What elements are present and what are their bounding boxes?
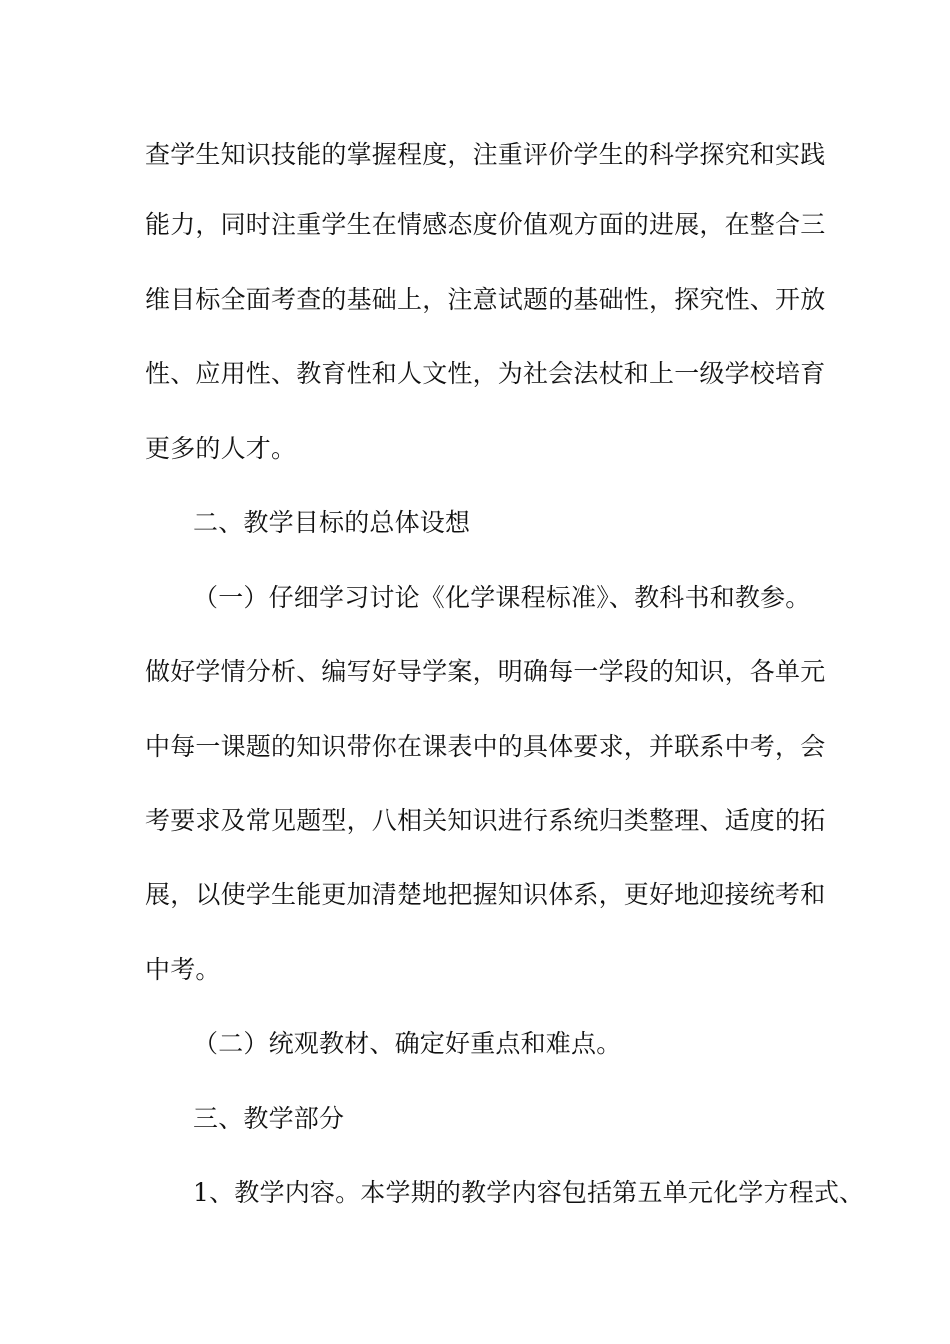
paragraph-line: 中考。 <box>145 955 221 984</box>
paragraph-line: 做好学情分析、编写好导学案，明确每一学段的知识，各单元 <box>145 657 826 686</box>
paragraph-line: 维目标全面考查的基础上，注意试题的基础性，探究性、开放 <box>145 285 826 314</box>
paragraph-line: 能力，同时注重学生在情感态度价值观方面的进展，在整合三 <box>145 210 826 239</box>
paragraph-line: 查学生知识技能的掌握程度，注重评价学生的科学探究和实践 <box>145 140 826 169</box>
section-heading: 三、教学部分 <box>193 1104 345 1133</box>
section-heading: 二、教学目标的总体设想 <box>193 508 471 537</box>
paragraph-line: 中每一课题的知识带你在课表中的具体要求，并联系中考，会 <box>145 732 826 761</box>
paragraph-line: 更多的人才。 <box>145 434 297 463</box>
subsection-heading: （一）仔细学习讨论《化学课程标准》、教科书和教参。 <box>193 583 811 612</box>
paragraph-line: 考要求及常见题型，八相关知识进行系统归类整理、适度的拓 <box>145 806 826 835</box>
paragraph-line: 展，以使学生能更加清楚地把握知识体系，更好地迎接统考和 <box>145 880 826 909</box>
paragraph-line: 性、应用性、教育性和人文性，为社会法杖和上一级学校培育 <box>145 359 826 388</box>
subsection-heading: （二）统观教材、确定好重点和难点。 <box>193 1029 622 1058</box>
paragraph-line: 1、教学内容。本学期的教学内容包括第五单元化学方程式、 <box>193 1178 865 1207</box>
